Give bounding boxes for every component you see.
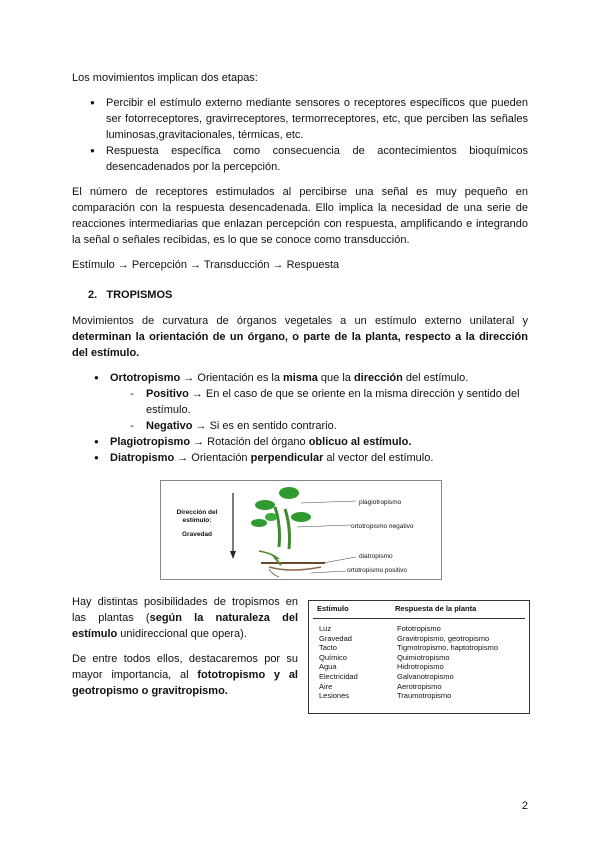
table-cell-response: Gravitropismo, geotropismo <box>397 633 490 643</box>
table-row <box>319 691 525 701</box>
table-row <box>319 634 525 644</box>
table-row <box>319 672 525 682</box>
list-item-negativo: - Negativo → Si es en sentido contrario. <box>88 418 528 434</box>
tropism-figure <box>160 480 442 580</box>
stages-list <box>72 95 528 175</box>
list-item-plagiotropismo: ● Plagiotropismo → Rotación del órgano oblicuo al estímulo. <box>88 434 528 450</box>
table-cell-stimulus: Aire <box>319 681 333 691</box>
label-diatropismo: diatropismo <box>359 553 393 560</box>
table-cell-response: Tigmotropismo, haptotropismo <box>397 643 499 653</box>
table-header-response: Respuesta de la planta <box>395 604 477 613</box>
table-cell-response: Hidrotropismo <box>397 662 444 672</box>
list-item-positivo: - Positivo → En el caso de que se oriente en la misma dirección y sentido del estímulo. <box>88 386 528 418</box>
table-row <box>319 662 525 672</box>
possibilities-text <box>72 594 298 708</box>
label-plagiotropismo: plagiotropismo <box>359 499 402 506</box>
table-cell-stimulus: Lesiones <box>319 691 350 701</box>
table-cell-response: Galvanotropismo <box>397 671 454 681</box>
types-list <box>72 370 528 466</box>
table-header-stimulus: Estímulo <box>317 604 349 613</box>
table-cell-response: Fototropismo <box>397 624 441 633</box>
stimulus-response-table <box>308 600 530 714</box>
table-cell-stimulus: Gravedad <box>319 633 352 643</box>
document-page <box>72 70 528 714</box>
transduction-paragraph: El número de receptores estimulados al percibirse una señal es muy pequeño en comparación con la respuesta desencadenada. Ello implica la necesidad de una serie de reacciones intermediarias que enlazan percepción con respuesta, amplificando e integrando la señal o señales recibidas, es lo que se conoce como transducción. <box>72 186 528 246</box>
table-cell-stimulus: Agua <box>319 662 337 672</box>
possibilities-paragraph: Hay distintas posibilidades de tropismos en las plantas (según la naturaleza del estímulo unidireccional que opera). <box>72 596 299 640</box>
list-item: ● Respuesta específica como consecuencia de acontecimientos bioquímicos desencadenados por la percepción. <box>84 143 528 175</box>
table-cell-stimulus: Electricidad <box>319 671 358 681</box>
table-divider <box>313 618 525 619</box>
highlight-paragraph: De entre todos ellos, destacaremos por su mayor importancia, al fototropismo y al geotropismo o gravitropismo. <box>72 653 298 697</box>
table-row <box>319 624 525 634</box>
table-body <box>319 624 525 701</box>
list-item: ● Percibir el estímulo externo mediante sensores o receptores específicos que pueden ser fotorreceptores, gravirreceptores, termorreceptores, etc, que perciben las señales luminosas,gravitacionales, térmicas, etc. <box>84 95 528 143</box>
table-row <box>319 682 525 692</box>
label-ortotropismo-positivo: ortotropismo positivo <box>347 567 407 574</box>
table-cell-stimulus: Tacto <box>319 643 337 653</box>
table-row <box>319 643 525 653</box>
tropism-section <box>72 594 528 714</box>
page-number: 2 <box>521 800 528 812</box>
table-cell-response: Traumotropismo <box>397 691 452 701</box>
list-item-diatropismo: ● Diatropismo → Orientación perpendicular al vector del estímulo. <box>88 450 528 466</box>
table-cell-response: Aerotropismo <box>397 681 442 691</box>
direction-label: Dirección del estímulo: <box>176 509 218 524</box>
table-cell-stimulus: Luz <box>319 624 332 633</box>
table-cell-stimulus: Químico <box>319 652 347 662</box>
table-row <box>319 653 525 663</box>
table-cell-response: Quimiotropismo <box>397 652 450 662</box>
label-ortotropismo-negativo: ortotropismo negativo <box>351 523 414 530</box>
section-heading: 2. TROPISMOS <box>88 289 173 301</box>
definition-paragraph: Movimientos de curvatura de órganos vegetales a un estímulo externo unilateral y determinan la orientación de un órgano, o parte de la planta, respecto a la dirección del estímulo. <box>72 315 528 359</box>
flow-text: Estímulo → Percepción → Transducción → Respuesta <box>72 259 340 271</box>
intro-text: Los movimientos implican dos etapas: <box>72 72 258 84</box>
list-item-ortotropismo: ● Ortotropismo → Orientación es la misma que la dirección del estímulo. <box>88 370 528 386</box>
gravity-label: Gravedad <box>182 531 212 538</box>
